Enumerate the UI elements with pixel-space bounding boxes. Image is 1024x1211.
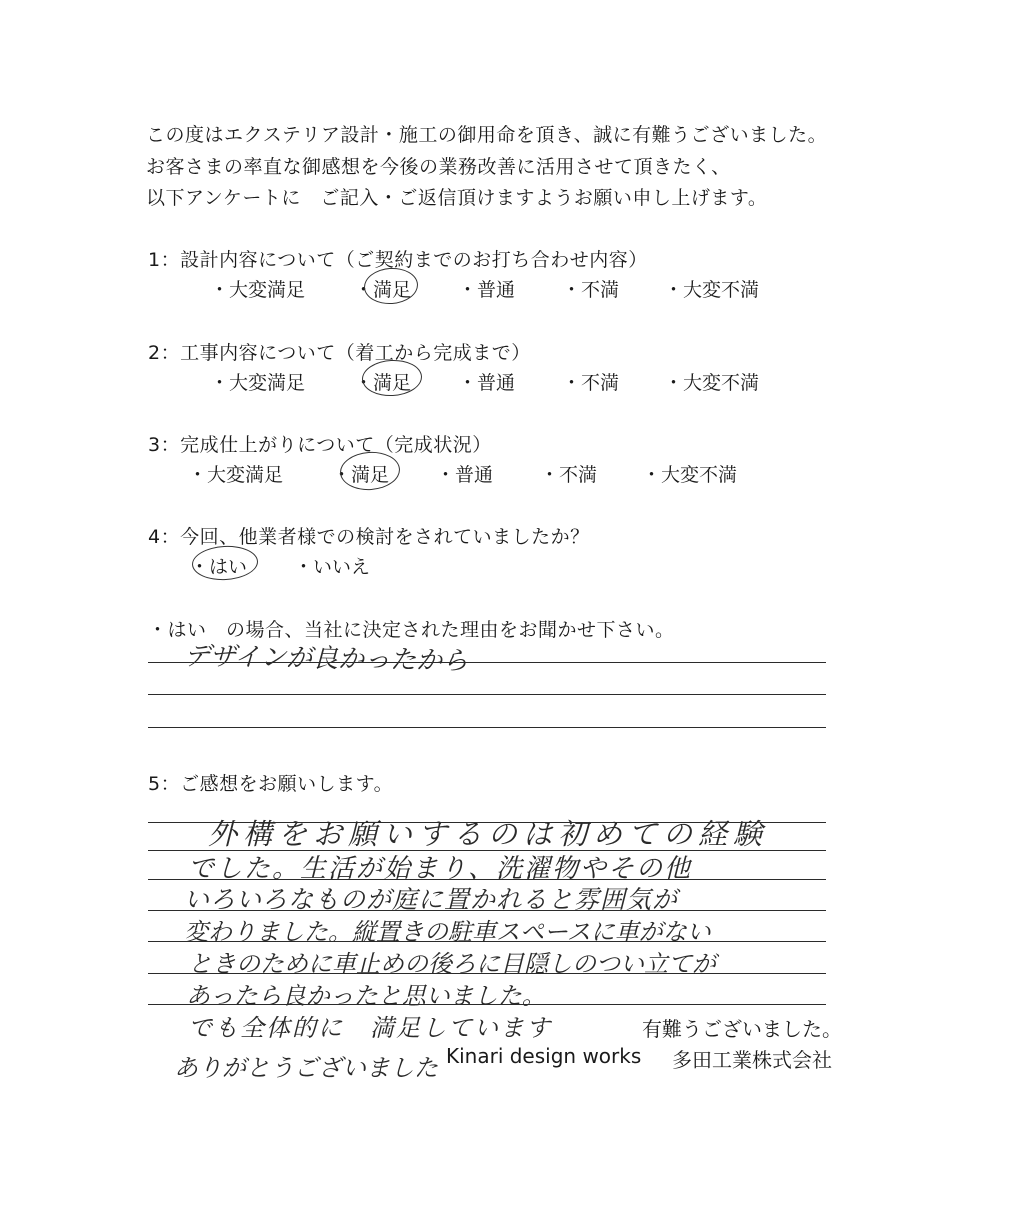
q5-answer-handwritten-1: 外構をお願いするのは初めての経験	[208, 817, 769, 851]
q1-option-normal[interactable]: ・普通	[458, 279, 516, 301]
q2-option-normal[interactable]: ・普通	[458, 372, 516, 394]
q3-option-normal[interactable]: ・普通	[436, 464, 494, 486]
q3-option-very-dissatisfied[interactable]: ・大変不満	[642, 464, 738, 486]
reason-answer-line-2	[148, 694, 826, 695]
q3-label: 3：完成仕上がりについて（完成状況）	[148, 434, 492, 456]
q1-option-dissatisfied[interactable]: ・不満	[562, 279, 620, 301]
q3-option-very-satisfied[interactable]: ・大変満足	[188, 464, 284, 486]
q5-answer-handwritten-4: 変わりました。縦置きの駐車スペースに車がない	[184, 918, 711, 946]
q3-option-dissatisfied[interactable]: ・不満	[540, 464, 598, 486]
q5-answer-handwritten-2: でした。生活が始まり、洗濯物やその他	[188, 854, 693, 884]
q2-option-very-dissatisfied[interactable]: ・大変不満	[664, 372, 760, 394]
q1-option-very-satisfied[interactable]: ・大変満足	[210, 279, 306, 301]
q4-option-no[interactable]: ・いいえ	[294, 556, 371, 578]
q5-label: 5：ご感想をお願いします。	[148, 773, 394, 795]
q1-option-very-dissatisfied[interactable]: ・大変不満	[664, 279, 760, 301]
intro-line-2: お客さまの率直な御感想を今後の業務改善に活用させて頂きたく、	[146, 156, 731, 178]
q5-answer-handwritten-7: でも全体的に 満足しています	[188, 1014, 552, 1042]
reason-answer-line-1	[148, 662, 826, 663]
q5-answer-handwritten-3: いろいろなものが庭に置かれると雰囲気が	[184, 885, 679, 914]
q5-answer-handwritten-8: ありがとうございました	[174, 1054, 438, 1082]
q3-option-satisfied[interactable]: ・満足	[332, 464, 390, 486]
reason-label: ・はい の場合、当社に決定された理由をお聞かせ下さい。	[148, 619, 675, 641]
intro-line-1: この度はエクステリア設計・施工の御用命を頂き、誠に有難うございました。	[146, 124, 828, 146]
q2-option-very-satisfied[interactable]: ・大変満足	[210, 372, 306, 394]
reason-answer-handwritten: デザインが良かったから	[183, 641, 469, 677]
q1-label: 1：設計内容について（ご契約までのお打ち合わせ内容）	[148, 249, 648, 271]
q1-option-satisfied[interactable]: ・満足	[354, 279, 412, 301]
q5-answer-handwritten-6: あったら良かったと思いました。	[186, 982, 546, 1010]
q2-option-dissatisfied[interactable]: ・不満	[562, 372, 620, 394]
q2-option-satisfied[interactable]: ・満足	[354, 372, 412, 394]
intro-line-3: 以下アンケートに ご記入・ご返信頂けますようお願い申し上げます。	[146, 187, 768, 209]
q4-label: 4：今回、他業者様での検討をされていましたか？	[148, 526, 590, 548]
q4-selection-mark	[191, 544, 259, 581]
footer-company-jp: 多田工業株式会社	[672, 1048, 832, 1072]
footer-company-en: Kinari design works	[446, 1044, 642, 1068]
reason-answer-line-3	[148, 727, 826, 728]
q2-label: 2：工事内容について（着工から完成まで）	[148, 342, 531, 364]
q4-option-yes[interactable]: ・はい	[190, 556, 248, 578]
q5-answer-handwritten-5: ときのために車止めの後ろに目隠しのつい立てが	[188, 950, 716, 978]
footer-thanks: 有難うございました。	[642, 1017, 842, 1041]
